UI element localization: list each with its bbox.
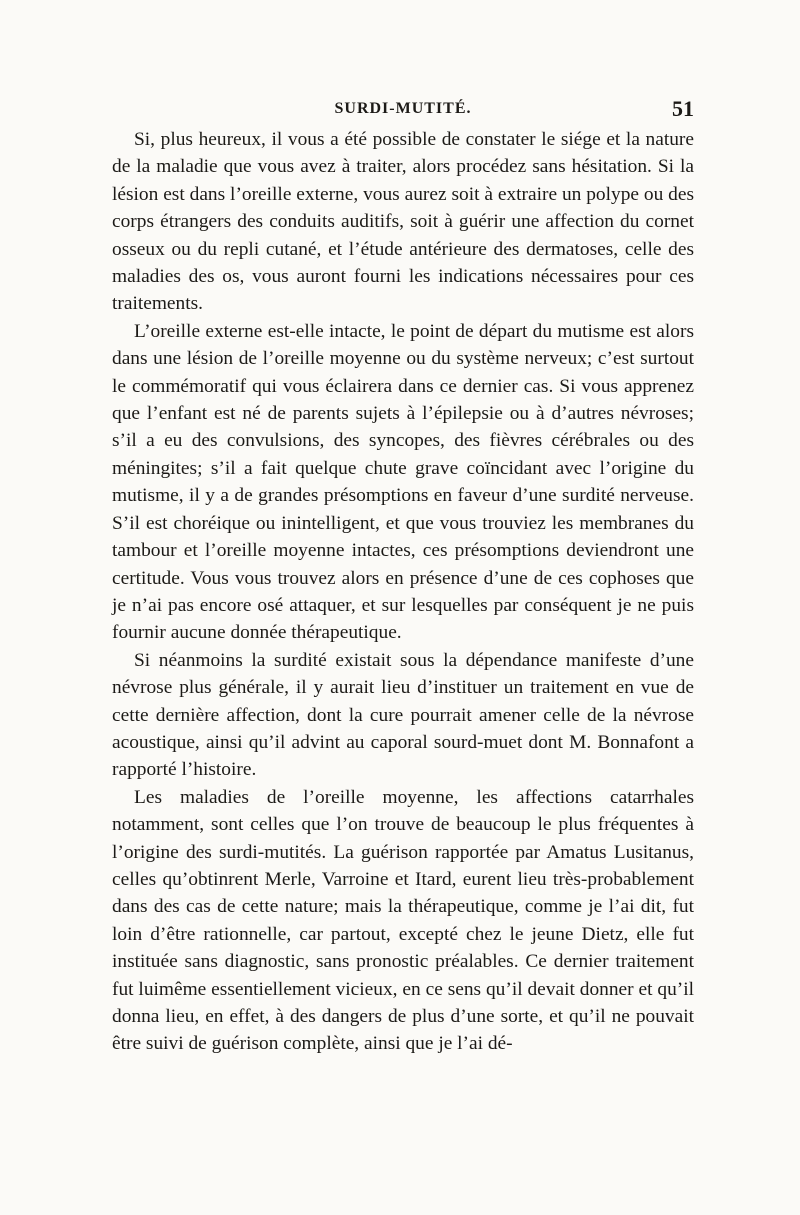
paragraph: Si, plus heureux, il vous a été possible de constater le siége et la nature de la maladie que vous avez à traiter, alors procédez sans hésitation. Si la lésion est dans l’oreille externe, vous aurez soit à extraire un polype ou des corps étrangers des conduits auditifs, soit à guérir une affection du cornet osseux ou du repli cutané, et l’étude antérieure des dermatoses, celle des maladies des os, vous auront fourni les indications nécessaires pour ces traitements. (112, 129, 694, 315)
paragraph: L’oreille externe est-elle intacte, le point de départ du mutisme est alors dans une lésion de l’oreille moyenne ou du système nerveux; c’est surtout le commémoratif qui vous éclairera dans ce dernier cas. Si vous apprenez que l’enfant est né de parents sujets à l’épilepsie ou à d’autres névroses; s’il a eu des convulsions, des syncopes, des fièvres cérébrales ou des méningites; s’il a fait quelque chute grave coïncidant avec l’origine du mutisme, il y a de grandes présomptions en faveur d’une surdité nerveuse. S’il est choréique ou inintelligent, et que vous trouviez les membranes du tambour et l’oreille moyenne intactes, ces présomptions deviendront une certitude. Vous vous trouvez alors en présence d’une de ces cophoses que je n’ai pas encore osé attaquer, et sur lesquelles par conséquent je ne puis fournir aucune donnée thérapeutique. (112, 320, 694, 644)
paragraph: Les maladies de l’oreille moyenne, les affections catarrhales notamment, sont celles que l’on trouve de beaucoup le plus fréquentes à l’origine des surdi-mutités. La guérison rapportée par Amatus Lusitanus, celles qu’obtinrent Merle, Varroine et Itard, eurent lieu très-probablement dans des cas de cette nature; mais la thérapeutique, comme je l’ai dit, fut loin d’être rationnelle, car partout, excepté chez le jeune Dietz, elle fut instituée sans diagnostic, sans pronostic préalables. Ce dernier traitement fut luimême essentiellement vicieux, en ce sens qu’il devait donner et qu’il donna lieu, en effet, à des dangers de plus d’une sorte, et qu’il ne pouvait être suivi de guérison complète, ainsi que je l’ai dé- (112, 786, 694, 1055)
text-body (112, 126, 694, 1058)
running-head (112, 92, 694, 126)
book-page (112, 92, 694, 1058)
running-title: SURDI-MUTITÉ. (334, 100, 472, 117)
paragraph: Si néanmoins la surdité existait sous la dépendance manifeste d’une névrose plus générale, il y aurait lieu d’instituer un traitement en vue de cette dernière affection, dont la cure pourrait amener celle de la névrose acoustique, ainsi qu’il advint au caporal sourd-muet dont M. Bonnafont a rapporté l’histoire. (112, 649, 694, 781)
page-number: 51 (672, 96, 694, 121)
